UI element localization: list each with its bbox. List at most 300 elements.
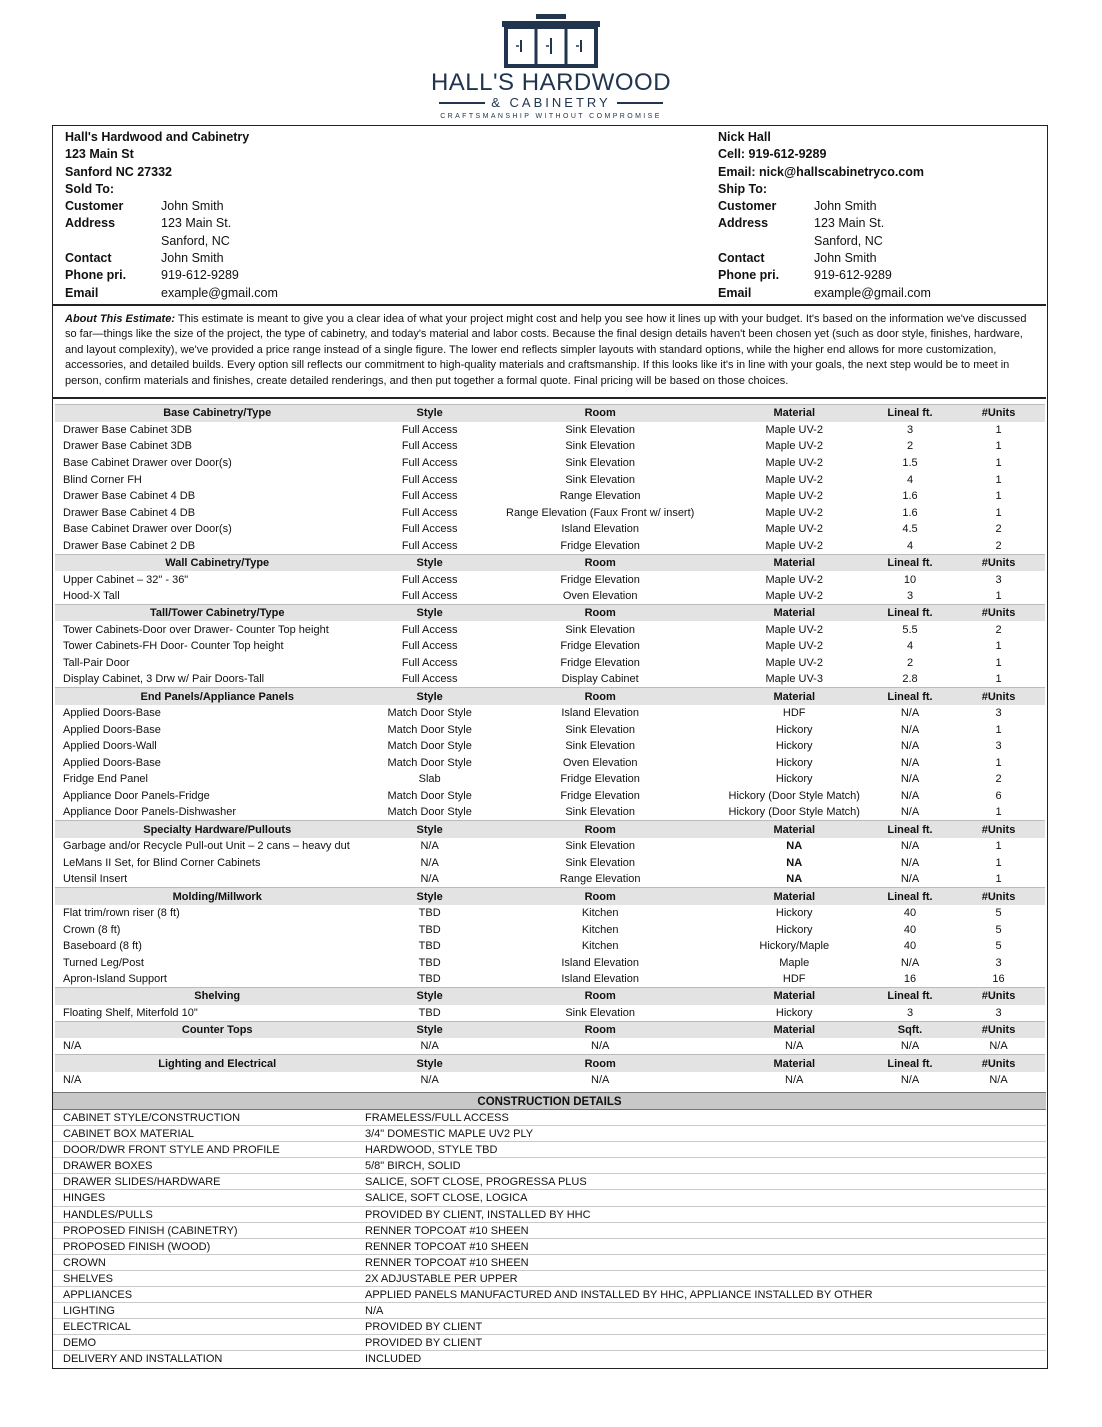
table-cell: Island Elevation	[561, 973, 639, 986]
brand-subtitle	[0, 96, 1102, 110]
table-cell: 3	[906, 589, 914, 602]
company-name: Hall's Hardwood and Cabinetry	[65, 130, 250, 144]
rep-cell: Cell: 919-612-9289	[718, 147, 827, 162]
table-row	[55, 804, 1045, 821]
table-cell: Full Access	[401, 640, 458, 653]
table-cell: LeMans II Set, for Blind Corner Cabinets	[63, 856, 261, 869]
table-cell: Range Elevation	[559, 490, 641, 503]
table-cell: Maple UV-2	[765, 456, 823, 469]
table-cell: Drawer Base Cabinet 3DB	[63, 423, 193, 436]
table-cell: Baseboard (8 ft)	[63, 940, 142, 953]
table-cell: Match Door Style	[387, 707, 472, 720]
table-cell: 1	[995, 589, 1002, 602]
table-cell: Full Access	[401, 589, 458, 602]
table-cell: 1	[995, 723, 1002, 736]
section-title: Base Cabinetry/Type	[55, 405, 379, 422]
column-header: #Units	[952, 688, 1045, 705]
column-header: Style	[379, 1055, 479, 1072]
table-cell: N/A	[900, 856, 920, 869]
table-row	[55, 905, 1045, 922]
table-cell: N/A	[900, 1074, 920, 1087]
sold-to-contact: Contact John Smith	[65, 251, 224, 266]
table-cell: 16	[903, 973, 917, 986]
table-cell: HDF	[782, 707, 806, 720]
construction-value: RENNER TOPCOAT #10 SHEEN	[365, 1224, 529, 1237]
construction-row	[53, 1126, 1046, 1142]
table-cell: N/A	[900, 740, 920, 753]
table-cell: 2	[995, 539, 1002, 552]
column-header: Material	[721, 821, 868, 838]
brand-tagline: CRAFTSMANSHIP WITHOUT COMPROMISE	[440, 113, 662, 120]
table-cell: N/A	[989, 1074, 1008, 1087]
table-cell: Maple UV-2	[765, 623, 823, 636]
table-cell: Applied Doors-Wall	[63, 740, 157, 753]
table-cell: Full Access	[401, 506, 458, 519]
column-header: Lineal ft.	[868, 1055, 952, 1072]
table-cell: 40	[903, 923, 917, 936]
construction-value: PROVIDED BY CLIENT	[365, 1337, 483, 1350]
construction-row	[53, 1335, 1046, 1351]
table-cell: N/A	[785, 1040, 804, 1053]
table-cell: 3	[906, 423, 914, 436]
table-row	[55, 938, 1045, 955]
column-header: Room	[480, 821, 721, 838]
table-cell: Drawer Base Cabinet 3DB	[63, 440, 193, 453]
construction-value: 2X ADJUSTABLE PER UPPER	[365, 1272, 518, 1285]
table-row	[55, 788, 1045, 805]
table-cell: Full Access	[401, 673, 458, 686]
construction-label: HANDLES/PULLS	[63, 1208, 153, 1221]
construction-value: APPLIED PANELS MANUFACTURED AND INSTALLED BY HHC, APPLIANCE INSTALLED BY OTHER	[365, 1289, 873, 1302]
section-title: End Panels/Appliance Panels	[55, 688, 379, 705]
construction-value: N/A	[365, 1305, 384, 1318]
table-cell: Drawer Base Cabinet 2 DB	[63, 539, 196, 552]
table-row	[55, 655, 1045, 672]
table-cell: Maple UV-2	[765, 640, 823, 653]
table-cell: 5	[995, 907, 1002, 920]
column-header: Style	[379, 1021, 479, 1038]
construction-value: RENNER TOPCOAT #10 SHEEN	[365, 1256, 529, 1269]
table-cell: Full Access	[401, 523, 458, 536]
construction-row	[53, 1287, 1046, 1303]
column-header: Room	[480, 1055, 721, 1072]
construction-value: SALICE, SOFT CLOSE, LOGICA	[365, 1192, 528, 1205]
table-cell: Island Elevation	[561, 707, 639, 720]
table-cell: Floating Shelf, Miterfold 10"	[63, 1006, 198, 1019]
table-cell: Hickory	[775, 923, 813, 936]
construction-details	[53, 1110, 1046, 1368]
table-cell: N/A	[900, 840, 920, 853]
table-cell: 1.6	[902, 490, 918, 503]
construction-label: SHELVES	[63, 1272, 113, 1285]
table-cell: TBD	[418, 940, 441, 953]
section-header-row	[55, 1055, 1045, 1072]
table-row	[55, 504, 1045, 521]
table-cell: Fridge Elevation	[560, 656, 640, 669]
column-header: #Units	[952, 405, 1045, 422]
table-cell: N/A	[591, 1040, 610, 1053]
construction-label: DRAWER BOXES	[63, 1160, 153, 1173]
section-header-row	[55, 405, 1045, 422]
column-header: #Units	[952, 554, 1045, 571]
column-header: Material	[721, 1021, 868, 1038]
table-cell: Match Door Style	[387, 723, 472, 736]
section-title: Lighting and Electrical	[55, 1055, 379, 1072]
table-cell: 10	[903, 573, 917, 586]
section-title: Wall Cabinetry/Type	[55, 554, 379, 571]
table-cell: Hickory	[775, 773, 813, 786]
table-cell: 3	[995, 1006, 1002, 1019]
construction-row	[53, 1142, 1046, 1158]
table-cell: Maple UV-2	[765, 523, 823, 536]
column-header: Lineal ft.	[868, 604, 952, 621]
ship-to-address-2: Sanford, NC	[814, 233, 883, 248]
table-cell: Fridge End Panel	[63, 773, 148, 786]
table-cell: Maple UV-3	[765, 673, 823, 686]
table-cell: N/A	[420, 1074, 439, 1087]
sold-to-block	[65, 129, 278, 302]
construction-row	[53, 1271, 1046, 1287]
table-row	[55, 971, 1045, 988]
construction-label: LIGHTING	[63, 1305, 115, 1318]
table-cell: N/A	[63, 1040, 82, 1053]
table-row	[55, 521, 1045, 538]
table-cell: Blind Corner FH	[63, 473, 142, 486]
table-cell: Maple UV-2	[765, 423, 823, 436]
table-cell: NA	[786, 856, 803, 869]
section-header-row	[55, 1021, 1045, 1038]
construction-label: PROPOSED FINISH (CABINETRY)	[63, 1224, 238, 1237]
column-header: Material	[721, 688, 868, 705]
table-cell: 1	[995, 456, 1002, 469]
construction-row	[53, 1223, 1046, 1239]
column-header: Style	[379, 821, 479, 838]
table-cell: N/A	[900, 1040, 920, 1053]
table-cell: 2	[906, 440, 914, 453]
column-header: Lineal ft.	[868, 988, 952, 1005]
table-cell: Turned Leg/Post	[63, 956, 144, 969]
table-cell: Hickory (Door Style Match)	[728, 806, 860, 819]
table-cell: Display Cabinet, 3 Drw w/ Pair Doors-Tall	[63, 673, 265, 686]
construction-value: PROVIDED BY CLIENT, INSTALLED BY HHC	[365, 1208, 591, 1221]
ship-to-contact: Contact John Smith	[718, 251, 877, 266]
construction-row	[53, 1207, 1046, 1223]
table-row	[55, 638, 1045, 655]
table-cell: Sink Elevation	[565, 840, 636, 853]
table-row	[55, 705, 1045, 722]
table-cell: Range Elevation (Faux Front w/ insert)	[506, 506, 695, 519]
table-cell: Match Door Style	[387, 740, 472, 753]
table-cell: 1	[995, 640, 1002, 653]
table-cell: Sink Elevation	[565, 473, 636, 486]
table-cell: NA	[786, 873, 803, 886]
brand-name: HALL'S HARDWOOD	[430, 69, 672, 96]
table-cell: 5	[995, 940, 1002, 953]
table-cell: Tall-Pair Door	[63, 656, 130, 669]
section-title: Specialty Hardware/Pullouts	[55, 821, 379, 838]
sold-to-email: Email example@gmail.com	[65, 285, 278, 300]
column-header: Lineal ft.	[868, 688, 952, 705]
column-header: Style	[379, 988, 479, 1005]
table-row	[55, 755, 1045, 772]
table-row	[55, 621, 1045, 638]
ship-to-phone: Phone pri. 919-612-9289	[718, 268, 892, 283]
table-cell: 2	[906, 656, 914, 669]
table-cell: Applied Doors-Base	[63, 707, 161, 720]
table-cell: 1	[995, 506, 1002, 519]
section-title: Shelving	[55, 988, 379, 1005]
table-cell: Display Cabinet	[561, 673, 639, 686]
table-cell: N/A	[420, 840, 439, 853]
sold-to-address: Address 123 Main St.	[65, 216, 232, 231]
section-title: Molding/Millwork	[55, 888, 379, 905]
construction-value: 3/4" DOMESTIC MAPLE UV2 PLY	[365, 1128, 534, 1141]
table-cell: Sink Elevation	[565, 723, 636, 736]
table-cell: 1	[995, 756, 1002, 769]
table-cell: Hickory	[775, 723, 813, 736]
table-cell: N/A	[420, 1040, 439, 1053]
sold-to-customer: Customer John Smith	[65, 199, 224, 214]
table-cell: Maple UV-2	[765, 589, 823, 602]
construction-row	[53, 1255, 1046, 1271]
table-cell: N/A	[785, 1074, 804, 1087]
table-cell: 1	[995, 840, 1002, 853]
table-cell: TBD	[418, 973, 441, 986]
table-cell: 1	[995, 490, 1002, 503]
section-title: Tall/Tower Cabinetry/Type	[55, 604, 379, 621]
column-header: Room	[480, 988, 721, 1005]
construction-label: ELECTRICAL	[63, 1321, 131, 1334]
table-cell: TBD	[418, 1006, 441, 1019]
table-cell: Maple UV-2	[765, 506, 823, 519]
table-cell: Garbage and/or Recycle Pull-out Unit – 2 cans – heavy dut	[63, 840, 350, 853]
column-header: Material	[721, 405, 868, 422]
table-cell: 1	[995, 440, 1002, 453]
construction-row	[53, 1110, 1046, 1126]
column-header: Material	[721, 888, 868, 905]
table-cell: Full Access	[401, 656, 458, 669]
sold-to-label: Sold To:	[65, 181, 115, 196]
table-cell: TBD	[418, 923, 441, 936]
construction-label: APPLIANCES	[63, 1289, 133, 1302]
table-cell: Maple UV-2	[765, 440, 823, 453]
table-cell: Fridge Elevation	[560, 640, 640, 653]
table-cell: 3	[995, 707, 1002, 720]
table-cell: Hickory (Door Style Match)	[728, 790, 860, 803]
section-header-row	[55, 554, 1045, 571]
table-row	[55, 1072, 1045, 1089]
table-cell: 1	[995, 856, 1002, 869]
table-cell: Oven Elevation	[562, 756, 638, 769]
table-cell: N/A	[900, 756, 920, 769]
table-cell: Sink Elevation	[565, 623, 636, 636]
table-cell: N/A	[989, 1040, 1008, 1053]
table-cell: Fridge Elevation	[560, 573, 640, 586]
table-cell: Upper Cabinet – 32" - 36"	[63, 573, 189, 586]
column-header: Material	[721, 1055, 868, 1072]
table-cell: Sink Elevation	[565, 456, 636, 469]
column-header: Sqft.	[868, 1021, 952, 1038]
table-row	[55, 1005, 1045, 1022]
table-cell: Drawer Base Cabinet 4 DB	[63, 506, 196, 519]
construction-label: CABINET STYLE/CONSTRUCTION	[63, 1112, 241, 1124]
table-cell: 1.6	[902, 506, 918, 519]
table-cell: 2	[995, 523, 1002, 536]
estimate-frame	[52, 125, 1048, 1369]
construction-row	[53, 1351, 1046, 1367]
table-row	[55, 721, 1045, 738]
table-cell: Full Access	[401, 423, 458, 436]
table-cell: Hickory	[775, 740, 813, 753]
construction-row	[53, 1319, 1046, 1335]
section-header-row	[55, 688, 1045, 705]
table-cell: Full Access	[401, 440, 458, 453]
construction-row	[53, 1239, 1046, 1255]
table-cell: Maple UV-2	[765, 473, 823, 486]
table-cell: N/A	[900, 790, 920, 803]
table-cell: TBD	[418, 956, 441, 969]
brand-logo	[0, 12, 1102, 122]
column-header: #Units	[952, 1055, 1045, 1072]
table-cell: Maple UV-2	[765, 539, 823, 552]
column-header: Room	[480, 604, 721, 621]
section-header-row	[55, 821, 1045, 838]
table-cell: NA	[786, 840, 803, 853]
table-row	[55, 955, 1045, 972]
table-row	[55, 671, 1045, 688]
table-cell: Apron-Island Support	[63, 973, 167, 986]
divider	[53, 304, 1046, 306]
table-row	[55, 422, 1045, 439]
column-header: #Units	[952, 888, 1045, 905]
table-cell: Sink Elevation	[565, 423, 636, 436]
table-cell: 3	[995, 956, 1002, 969]
column-header: #Units	[952, 1021, 1045, 1038]
section-title: Counter Tops	[55, 1021, 379, 1038]
table-cell: 4	[906, 640, 914, 653]
table-cell: Crown (8 ft)	[63, 923, 121, 936]
construction-label: HINGES	[63, 1192, 106, 1205]
table-cell: Range Elevation	[559, 873, 641, 886]
table-cell: Maple UV-2	[765, 656, 823, 669]
construction-row	[53, 1174, 1046, 1190]
construction-value: RENNER TOPCOAT #10 SHEEN	[365, 1240, 529, 1253]
table-cell: Full Access	[401, 539, 458, 552]
table-cell: Drawer Base Cabinet 4 DB	[63, 490, 196, 503]
table-cell: Hickory/Maple	[759, 940, 830, 953]
column-header: Style	[379, 604, 479, 621]
table-cell: 1	[995, 423, 1002, 436]
table-cell: Island Elevation	[561, 523, 639, 536]
column-header: Room	[480, 688, 721, 705]
table-cell: 3	[995, 740, 1002, 753]
table-cell: Applied Doors-Base	[63, 756, 161, 769]
table-cell: 1	[995, 656, 1002, 669]
table-cell: Sink Elevation	[565, 740, 636, 753]
table-cell: Match Door Style	[387, 790, 472, 803]
table-cell: Fridge Elevation	[560, 539, 640, 552]
rep-email: Email: nick@hallscabinetryco.com	[718, 164, 925, 179]
table-cell: 40	[903, 907, 917, 920]
table-cell: N/A	[900, 707, 920, 720]
table-cell: Tower Cabinets-Door over Drawer- Counter Top height	[63, 623, 329, 636]
table-cell: 1.5	[902, 456, 918, 469]
table-cell: HDF	[782, 973, 806, 986]
table-cell: 2	[995, 623, 1002, 636]
construction-value: SALICE, SOFT CLOSE, PROGRESSA PLUS	[365, 1176, 587, 1189]
column-header: Material	[721, 988, 868, 1005]
table-cell: 3	[906, 1006, 914, 1019]
table-cell: N/A	[420, 873, 439, 886]
column-header: Material	[721, 604, 868, 621]
brand-sub-text: & CABINETRY	[491, 95, 611, 110]
table-cell: Kitchen	[581, 907, 619, 920]
table-cell: Island Elevation	[561, 956, 639, 969]
table-cell: 4.5	[902, 523, 918, 536]
construction-label: CABINET BOX MATERIAL	[63, 1128, 195, 1141]
table-cell: Full Access	[401, 456, 458, 469]
column-header: Style	[379, 688, 479, 705]
ship-to-customer: Customer John Smith	[718, 199, 877, 214]
column-header: Lineal ft.	[868, 821, 952, 838]
table-cell: Full Access	[401, 623, 458, 636]
column-header: Room	[480, 405, 721, 422]
table-row	[55, 838, 1045, 855]
table-cell: Flat trim/rown riser (8 ft)	[63, 907, 180, 920]
table-row	[55, 1038, 1045, 1055]
construction-label: DOOR/DWR FRONT STYLE AND PROFILE	[63, 1144, 280, 1157]
column-header: Material	[721, 554, 868, 571]
construction-label: DEMO	[63, 1337, 96, 1350]
section-header-row	[55, 604, 1045, 621]
table-row	[55, 921, 1045, 938]
table-cell: Full Access	[401, 490, 458, 503]
column-header: #Units	[952, 821, 1045, 838]
table-cell: 2	[995, 773, 1002, 786]
section-header-row	[55, 988, 1045, 1005]
table-cell: Slab	[418, 773, 441, 786]
table-cell: Full Access	[401, 573, 458, 586]
sold-to-address-2: Sanford, NC	[161, 233, 230, 248]
table-cell: Maple	[779, 956, 810, 969]
about-title: About This Estimate:	[65, 313, 176, 325]
construction-value: HARDWOOD, STYLE TBD	[365, 1144, 498, 1157]
table-row	[55, 571, 1045, 588]
table-cell: Hickory	[775, 1006, 813, 1019]
table-row	[55, 871, 1045, 888]
company-street: 123 Main St	[65, 147, 134, 162]
table-cell: N/A	[900, 956, 920, 969]
sold-to-phone: Phone pri. 919-612-9289	[65, 268, 239, 283]
table-row	[55, 588, 1045, 605]
column-header: Style	[379, 405, 479, 422]
table-cell: Oven Elevation	[562, 589, 638, 602]
table-cell: 1	[995, 873, 1002, 886]
table-cell: Kitchen	[581, 923, 619, 936]
table-cell: 1	[995, 473, 1002, 486]
column-header: #Units	[952, 988, 1045, 1005]
company-city: Sanford NC 27332	[65, 164, 172, 179]
table-row	[55, 771, 1045, 788]
ship-to-block	[718, 129, 931, 302]
table-cell: N/A	[900, 806, 920, 819]
table-cell: Hickory	[775, 756, 813, 769]
column-header: Lineal ft.	[868, 405, 952, 422]
table-cell: Sink Elevation	[565, 856, 636, 869]
column-header: Lineal ft.	[868, 554, 952, 571]
ship-to-email: Email example@gmail.com	[718, 285, 931, 300]
table-row	[55, 855, 1045, 872]
